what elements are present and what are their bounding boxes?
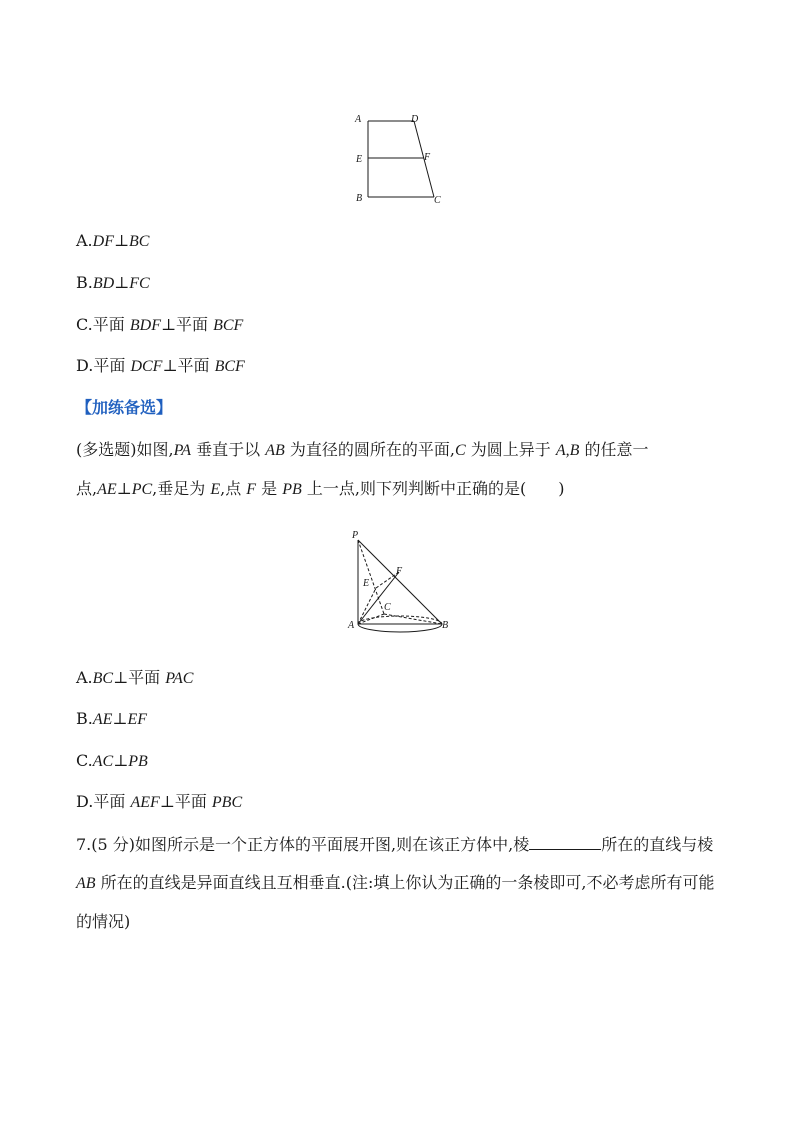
label-C2: C xyxy=(384,602,391,613)
q1-option-a: A.DF⊥BC xyxy=(76,231,150,250)
label-P: P xyxy=(352,530,359,541)
q7-stem: 7.(5 分)如图所示是一个正方体的平面展开图,则在该正方体中,棱 所在的直线与棱AB 所在的直线是异面直线且互相垂直.(注:填上你认为正确的一条棱即可,不必考虑所有可能的情况) xyxy=(76,826,726,941)
label-F: F xyxy=(424,152,431,163)
q2-option-a: A.BC⊥平面 PAC xyxy=(76,668,194,687)
pyramid-circle-figure xyxy=(340,526,460,638)
q1-option-d: D.平面 DCF⊥平面 BCF xyxy=(76,356,245,375)
trapezoid-figure xyxy=(350,108,450,208)
label-E2: E xyxy=(363,578,370,589)
q1-option-c: C.平面 BDF⊥平面 BCF xyxy=(76,315,244,334)
q2-stem: (多选题)如图,PA 垂直于以 AB 为直径的圆所在的平面,C 为圆上异于 A,B 的任意一点,AE⊥PC,垂足为 E,点 F 是 PB 上一点,则下列判断中正确的是( ) xyxy=(76,440,649,498)
answer-blank[interactable] xyxy=(529,831,601,850)
q2-option-c: C.AC⊥PB xyxy=(76,751,148,770)
q2-option-d: D.平面 AEF⊥平面 PBC xyxy=(76,792,243,811)
label-B: B xyxy=(356,193,363,204)
section-title: 【加练备选】 xyxy=(76,398,173,417)
label-C: C xyxy=(434,195,441,206)
label-D: D xyxy=(411,114,419,125)
label-E: E xyxy=(356,154,363,165)
q2-option-b: B.AE⊥EF xyxy=(76,709,147,728)
label-B2: B xyxy=(442,620,449,631)
label-A: A xyxy=(355,114,362,125)
q1-option-b: B.BD⊥FC xyxy=(76,273,150,292)
label-A2: A xyxy=(348,620,355,631)
label-F2: F xyxy=(396,566,403,577)
